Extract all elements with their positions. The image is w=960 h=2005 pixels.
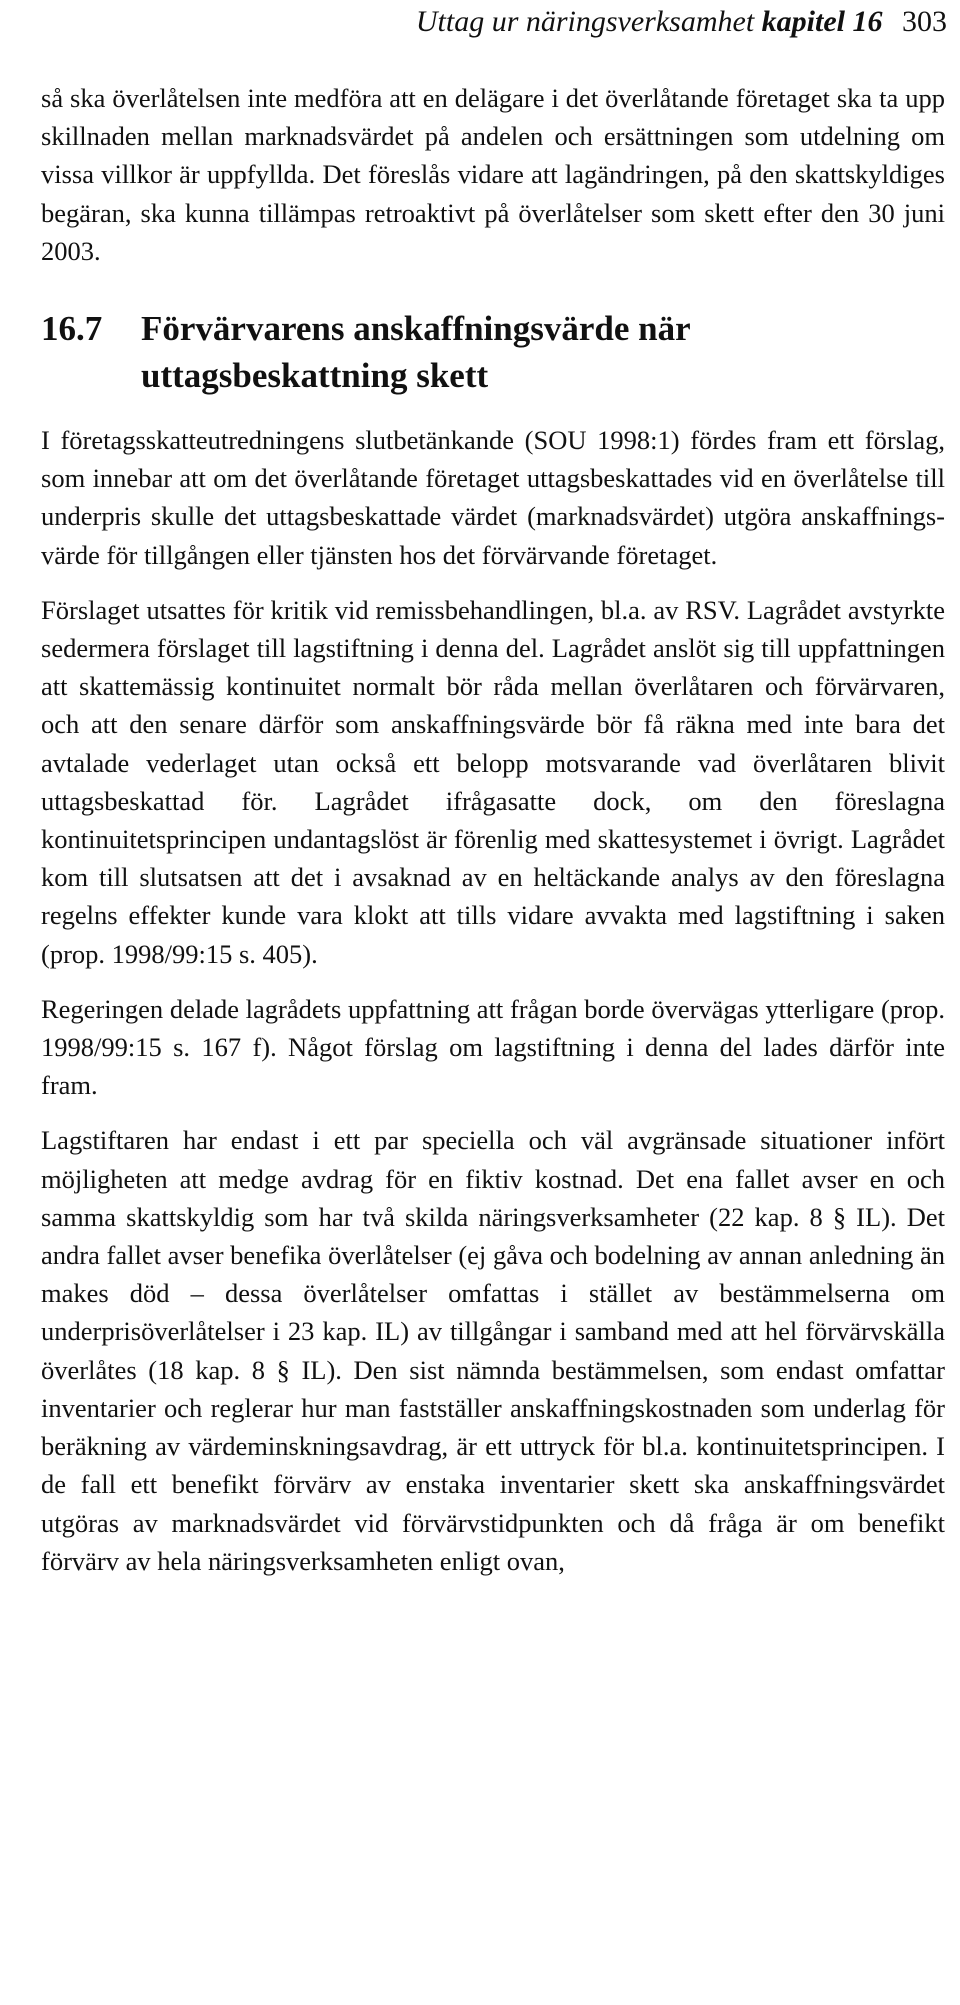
intro-paragraph: så ska överlåtelsen inte medföra att en delägare i det överlåtande företaget ska ta upp skillnaden mellan marknadsvärdet på andelen och ersättningen som utdelning om vissa villkor är uppfyllda. Det föreslås vidare att lagändringen, på den skattskyldiges begäran, ska kunna tillämpas retroaktivt på överlåtelser som skett efter den 30 juni 2003.	[41, 83, 945, 266]
paragraph: Lagstiftaren har endast i ett par speciella och väl avgränsade situationer infört möjligheten att medge avdrag för en fiktiv kostnad. Det ena fallet avser en och samma skattskyldig som har två skilda näringsverksamheter (22 kap. 8 § IL). Det andra fallet avser benefika överlåtelser (ej gåva och bodelning av annan anledning än makes död – dessa överlåtelser omfattas i stället av bestämmelserna om underprisöverlåtelser i 23 kap. IL) av tillgångar i samband med att hel förvärvskälla överlåtes (18 kap. 8 § IL). Den sist nämnda bestämmelsen, som endast omfattar inventarier och reglerar hur man fastställer anskaffningskostnaden som underlag för beräkning av värdeminskningsavdrag, är ett uttryck för bl.a. kontinuitetsprincipen. I de fall ett benefikt förvärv av enstaka inventarier skett ska anskaffningsvärdet utgöras av marknadsvärdet vid förvärvstidpunkten och då fråga är om benefikt förvärv av hela näringsverksamheten enligt ovan,	[41, 1125, 945, 1576]
running-title: Uttag ur näringsverksamhet	[415, 5, 755, 38]
section-number: 16.7	[41, 309, 103, 349]
paragraph: Förslaget utsattes för kritik vid remissbehandlingen, bl.a. av RSV. Lagrådet avstyrkte sedermera förslaget till lagstiftning i denna del. Lagrådet anslöt sig till uppfattningen att skattemässig kontinuitet normalt bör råda mellan överlåtaren och förvärvaren, och att den senare därför som anskaffningsvärde bör få räkna med inte bara det avtalade vederlaget utan också ett belopp motsvarande vad överlåtaren blivit uttagsbeskattad för. Lagrådet ifrågasatte dock, om den föreslagna kontinuitetsprincipen undantagslöst är förenlig med skattesystemet i övrigt. Lagrådet kom till slutsatsen att det i avsaknad av en heltäckande analys av den föreslagna regelns effekter kunde vara klokt att tills vidare avvakta med lagstiftning i saken (prop. 1998/99:15 s. 405).	[41, 594, 945, 969]
page-number: 303	[902, 5, 947, 38]
body-text	[41, 79, 945, 1580]
paragraph: Regeringen delade lagrådets uppfattning att frågan borde övervägas ytterligare (prop. 1998/99:15 s. 167 f). Något förslag om lagstiftning i denna del lades därför inte fram.	[41, 993, 945, 1101]
paragraph: I företagsskatteutredningens slutbetänkande (SOU 1998:1) fördes fram ett förslag, som innebar att om det överlåtande företaget uttagsbeskattades vid en överlåtelse till underpris skulle det uttagsbeskattade värdet (marknadsvärdet) utgöra anskaffningsvärde för tillgången eller tjänsten hos det förvärvande företaget.	[41, 425, 945, 570]
section-heading	[41, 305, 945, 399]
chapter-label: kapitel 16	[761, 5, 883, 38]
running-header	[416, 2, 947, 42]
section-title: Förvärvarens anskaffningsvärde när uttagsbeskattning skett	[141, 309, 691, 396]
